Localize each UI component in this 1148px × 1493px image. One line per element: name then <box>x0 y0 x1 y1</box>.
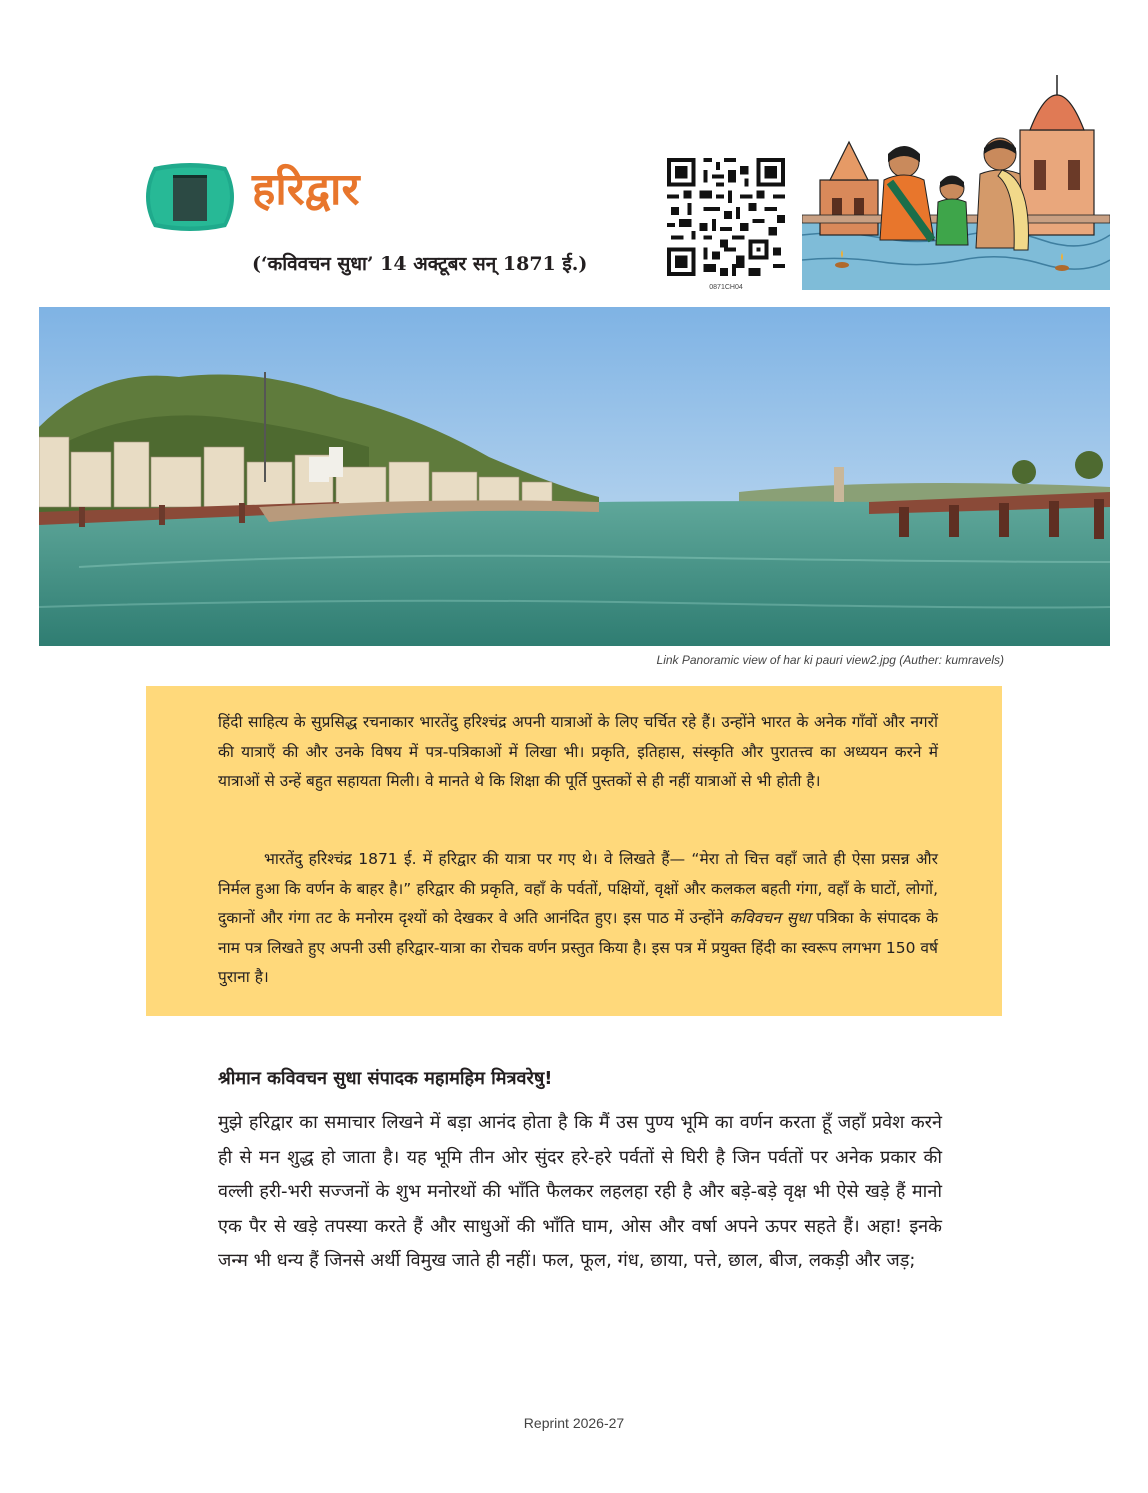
qr-code[interactable] <box>667 158 785 276</box>
intro-paragraph-2 <box>218 845 938 993</box>
intro-p2-text-after: पत्रिका के संपादक के नाम पत्र लिखते हुए अपनी उसी हरिद्वार-यात्रा का रोचक वर्णन प्रस्तुत किया है। इस पत्र में प्रयुक्त हिंदी का स्वरूप लगभग 150 वर्ष पुराना है। <box>218 909 938 986</box>
intro-p2-text-before: भारतेंदु हरिश्चंद्र 1871 ई. में हरिद्वार की यात्रा पर गए थे। वे लिखते हैं— “मेरा तो चित्त वहाँ जाते ही ऐसा प्रसन्न और निर्मल हुआ कि वर्णन के बाहर है।” हरिद्वार की प्रकृति, वहाँ के पर्वतों, पक्षियों, वृक्षों और कलकल बहती गंगा, वहाँ के घाटों, लोगों, दुकानों और गंगा तट के मनोरम दृश्यों को देखकर वे अति आनंदित हुए। इस पाठ में उन्होंने <box>218 850 938 927</box>
chapter-title: हरिद्वार <box>252 164 360 215</box>
letter-body: मुझे हरिद्वार का समाचार लिखने में बड़ा आनंद होता है कि मैं उस पुण्य भूमि का वर्णन करता हूँ जहाँ प्रवेश करने ही से मन शुद्ध हो जाता है। यह भूमि तीन ओर सुंदर हरे-हरे पर्वतों से घिरी है जिन पर्वतों पर अनेक प्रकार की वल्ली हरी-भरी सज्जनों के शुभ मनोरथों की भाँति फैलकर लहलहा रही है और बड़े-बड़े वृक्ष भी ऐसे खड़े हैं मानो एक पैर से खड़े तपस्या करते हैं और साधुओं की भाँति घाम, ओस और वर्षा अपने ऊपर सहते हैं। अहा! इनके जन्म भी धन्य हैं जिनसे अर्थी विमुख जाते ही नहीं। फल, फूल, गंध, छाया, पत्ते, छाल, बीज, लकड़ी और जड़; <box>218 1112 942 1271</box>
qr-code-label: 0871CH04 <box>709 284 743 291</box>
chapter-subtitle: (‘कविवचन सुधा’ 14 अक्टूबर सन् 1871 ई.) <box>252 253 588 275</box>
book-chapter-icon <box>146 161 234 233</box>
reprint-footer: Reprint 2026-27 <box>523 1415 625 1431</box>
magazine-title-italic: कविवचन सुधा <box>729 909 811 927</box>
ghat-illustration <box>802 70 1110 290</box>
intro-paragraph-1: हिंदी साहित्य के सुप्रसिद्ध रचनाकार भारतेंदु हरिश्चंद्र अपनी यात्राओं के लिए चर्चित रहे हैं। उन्होंने भारत के अनेक गाँवों और नगरों की यात्राएँ की और उनके विषय में पत्र-पत्रिकाओं में लिखा भी। प्रकृति, इतिहास, संस्कृति और पुरातत्त्व का अध्ययन करने में यात्राओं से उन्हें बहुत सहायता मिली। वे मानते थे कि शिक्षा की पूर्ति पुस्तकों से ही नहीं यात्राओं से भी होती है। <box>218 713 938 790</box>
intro-box <box>146 686 1002 1016</box>
har-ki-pauri-panorama-photo <box>39 307 1110 646</box>
letter-salutation: श्रीमान कविवचन सुधा संपादक महामहिम मित्रवरेषु! <box>218 1068 553 1089</box>
photo-credit: Link Panoramic view of har ki pauri view2.jpg (Auther: kumravels) <box>656 653 1004 667</box>
